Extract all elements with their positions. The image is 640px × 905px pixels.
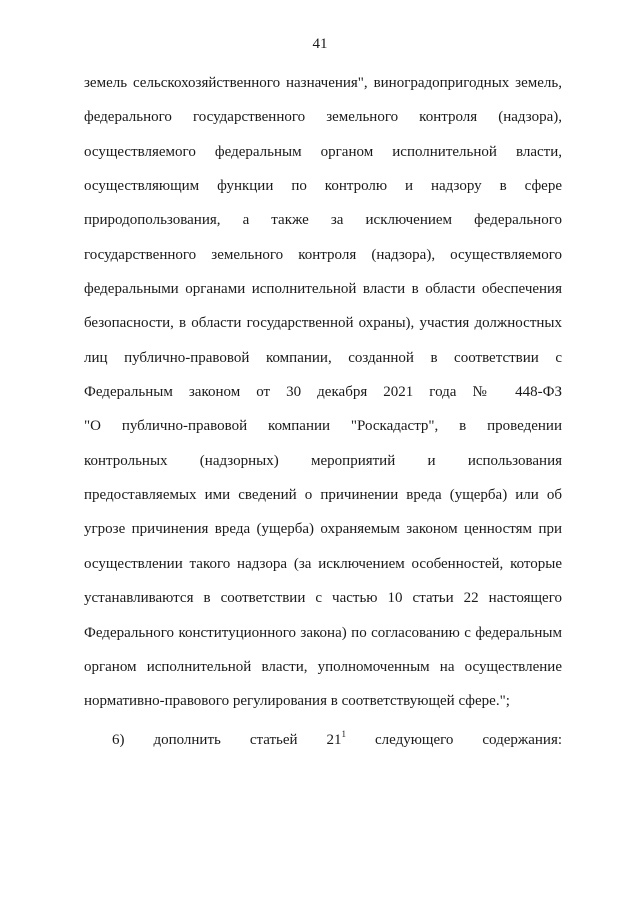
text-line-10: Федеральным законом от 30 декабря 2021 года № 448-ФЗ	[84, 384, 562, 401]
text-line-18: органом исполнительной власти, уполномоченным на осуществление	[84, 658, 562, 675]
body-text	[84, 66, 562, 719]
text-line-15: осуществлении такого надзора (за исключением особенностей, которые	[84, 555, 562, 572]
page-number: 41	[312, 36, 328, 52]
text-line-12: контрольных (надзорных) мероприятий и использования	[84, 452, 562, 469]
text-line-17: Федерального конституционного закона) по согласованию с федеральным	[84, 624, 562, 641]
item-marker: 6)	[112, 732, 125, 748]
text-line-14: угрозе причинения вреда (ущерба) охраняемым законом ценностям при	[84, 521, 562, 538]
text-line-4: осуществляющим функции по контролю и надзору в сфере	[84, 178, 562, 195]
text-line-7: федеральными органами исполнительной власти в области обеспечения	[84, 281, 562, 298]
text-line-8: безопасности, в области государственной охраны), участия должностных	[84, 315, 562, 332]
article-superscript: 1	[341, 729, 347, 739]
text-line-5: природопользования, а также за исключением федерального	[84, 212, 562, 229]
text-line-13: предоставляемых ими сведений о причинении вреда (ущерба) или об	[84, 487, 562, 504]
text-line-2: федерального государственного земельного контроля (надзора),	[84, 109, 562, 126]
text-line-6: государственного земельного контроля (надзора), осуществляемого	[84, 246, 562, 263]
text-line-3: осуществляемого федеральным органом исполнительной власти,	[84, 143, 562, 160]
text-line-19: нормативно-правового регулирования в соответствующей сфере.";	[84, 693, 510, 710]
list-item-6	[112, 723, 562, 757]
article-reference	[327, 723, 347, 757]
item-word-1: дополнить	[153, 732, 221, 748]
text-line-1: земель сельскохозяйственного назначения", виноградопригодных земель,	[84, 75, 562, 91]
article-number: 21	[326, 732, 342, 748]
text-line-9: лиц публично-правовой компании, созданной в соответствии с	[84, 349, 562, 366]
item-word-4: содержания:	[482, 732, 563, 748]
item-word-3: следующего	[374, 732, 454, 748]
text-line-11: "О публично-правовой компании "Роскадастр", в проведении	[84, 418, 562, 435]
text-line-16: устанавливаются в соответствии с частью 10 статьи 22 настоящего	[84, 590, 562, 607]
item-word-2: статьей	[249, 732, 298, 748]
